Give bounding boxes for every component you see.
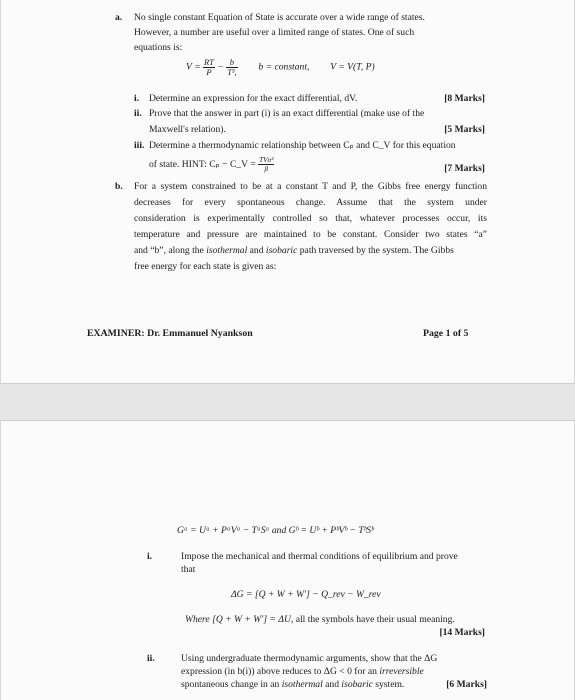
eq-frac2-den: T³,: [227, 67, 237, 77]
hint-fraction: [258, 156, 274, 173]
qb-line5-and: and: [247, 245, 266, 256]
question-a-line-1: No single constant Equation of State is accurate over a wide range of states.: [134, 12, 425, 23]
where-statement: [185, 614, 455, 626]
b-ii-isobaric: isobaric: [341, 679, 373, 690]
eq-frac2-num: b: [226, 58, 237, 68]
part-i-text: Determine an expression for the exact differential, dV.: [149, 93, 358, 104]
b-ii-irreversible: irreversible: [379, 666, 424, 677]
delta-g-equation: ΔG = [Q + W + W′] − Q_rev − W_rev: [231, 589, 381, 600]
gibbs-energy-equation: Gᵃ = Uᵃ + PᵃVᵃ − TᵃSᵃ and Gᵇ = Uᵇ + PᵇVᵇ − TᵇSᵇ: [177, 525, 374, 536]
part-ii-marks: [5 Marks]: [444, 124, 485, 135]
eq-v-function: V = V(T, P): [330, 61, 375, 73]
question-b-label: b.: [115, 181, 123, 192]
part-iii-line-2: [149, 156, 274, 174]
question-b-line-6: free energy for each state is given as:: [134, 261, 277, 272]
part-ii-line-2: Maxwell's relation).: [149, 124, 226, 135]
part-iii-hint: of state. HINT: Cₚ − C_V =: [149, 159, 256, 170]
where-equation: Where [Q + W + W′] = ΔU,: [185, 614, 294, 625]
b-ii-and: and: [322, 679, 342, 690]
b-ii-isothermal: isothermal: [281, 679, 323, 690]
part-iii-label: iii.: [134, 140, 145, 151]
eq-frac1-num: RT: [203, 57, 214, 67]
part-b-i-marks: [14 Marks]: [439, 627, 485, 638]
question-a-label: a.: [115, 12, 123, 23]
question-b-line-4: temperature and pressure are maintained to be constant. Consider two states “a”: [134, 229, 487, 240]
question-b-line-3: consideration is experimentally controlled so that, whatever processes occur, its: [134, 213, 487, 224]
part-iii-line-1: Determine a thermodynamic relationship between Cₚ and C_V for this equation: [149, 140, 456, 151]
part-b-i-line-1: Impose the mechanical and thermal conditions of equilibrium and prove: [181, 551, 458, 562]
equation-of-state: [186, 58, 375, 77]
question-a-line-3: equations is:: [134, 42, 183, 53]
b-ii-system: system.: [372, 679, 405, 690]
eq-fraction-b-over-t3: [226, 58, 237, 77]
eq-b-constant: b = constant,: [258, 61, 310, 73]
eq-frac1-den: P: [206, 67, 212, 77]
question-b-line-2: decreases for every spontaneous change. Assume that the system under: [134, 197, 487, 208]
eq-lhs: V =: [186, 61, 201, 73]
qb-line5-part-a: and “b”, along the: [134, 245, 207, 256]
qb-line5-isobaric: isobaric: [265, 245, 298, 256]
page-number: Page 1 of 5: [423, 328, 469, 339]
part-ii-line-1: Prove that the answer in part (i) is an exact differential (make use of the: [149, 108, 425, 119]
eq-fraction-rt-over-p: [203, 58, 215, 77]
hint-frac-den: β: [264, 165, 269, 174]
exam-page-2: [0, 420, 575, 700]
question-b-line-5: [134, 245, 454, 257]
b-ii-line3-text: spontaneous change in an: [181, 679, 282, 690]
eq-minus: −: [217, 61, 224, 73]
part-b-i-label: i.: [147, 551, 153, 562]
part-ii-label: ii.: [134, 108, 142, 119]
question-a-line-2: However, a number are useful over a limited range of states. One of such: [134, 27, 415, 38]
part-b-ii-label: ii.: [147, 653, 155, 664]
part-b-ii-line-1: Using undergraduate thermodynamic arguments, show that the ΔG: [181, 653, 438, 664]
qb-line5-isothermal: isothermal: [206, 245, 248, 256]
part-b-i-line-2: that: [181, 564, 196, 575]
part-iii-marks: [7 Marks]: [444, 163, 485, 174]
part-b-ii-line-2: [181, 666, 424, 678]
question-b-line-1: For a system constrained to be at a constant T and P, the Gibbs free energy function: [134, 181, 487, 192]
part-i-label: i.: [134, 93, 140, 104]
where-meaning: all the symbols have their usual meaning.: [293, 614, 455, 625]
part-i-marks: [8 Marks]: [444, 93, 485, 104]
qb-line5-part-b: path traversed by the system. The Gibbs: [297, 245, 454, 256]
examiner-name: EXAMINER: Dr. Emmanuel Nyankson: [87, 328, 253, 339]
hint-frac-num: TVα²: [259, 156, 274, 165]
part-b-ii-line-3: [181, 679, 404, 691]
b-ii-line2-text: expression (in b(i)) above reduces to ΔG < 0 for an: [181, 666, 380, 677]
part-b-ii-marks: [6 Marks]: [446, 679, 487, 690]
